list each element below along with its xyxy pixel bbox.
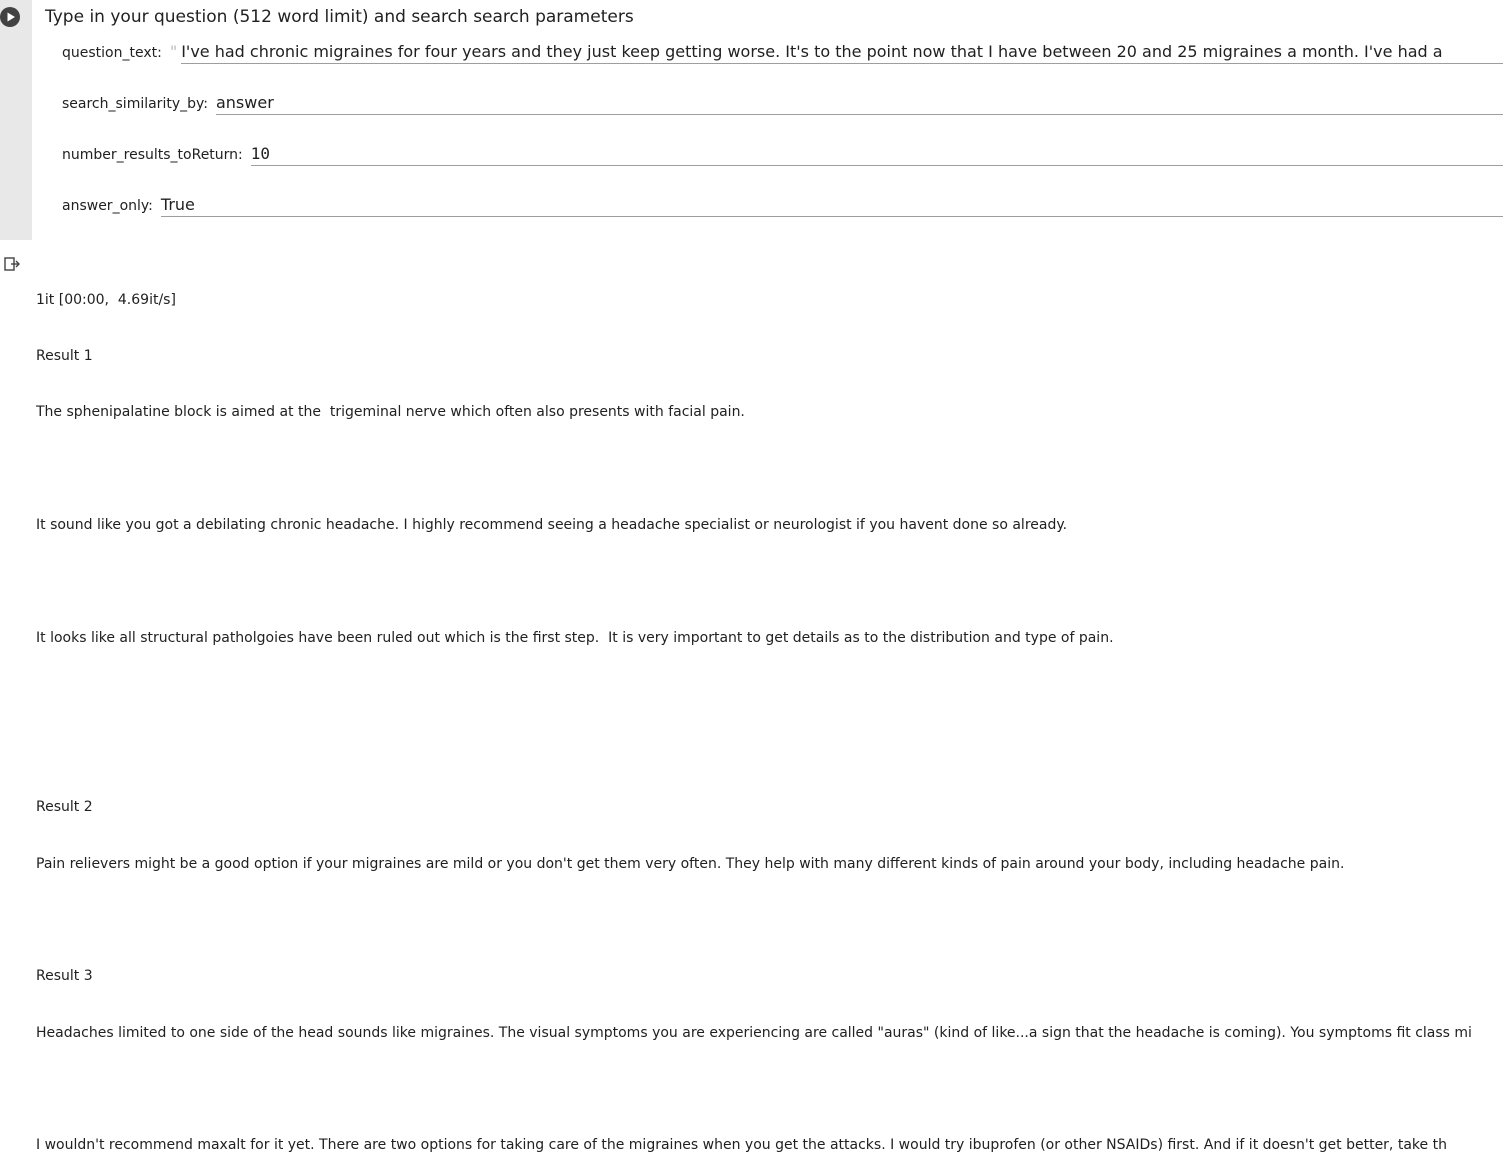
number-results-field	[62, 144, 1503, 166]
output-line	[36, 911, 1503, 930]
output-line	[36, 1080, 1503, 1099]
output-line: Result 1	[36, 347, 93, 364]
number-results-input[interactable]: 10	[251, 144, 1503, 166]
output-line: I wouldn't recommend maxalt for it yet. There are two options for taking care of the migraines when you get the attacks. I would try ibuprofen (or other NSAIDs) first. And if it doesn't get better, take th	[36, 1137, 1447, 1154]
cell-output	[36, 253, 1503, 1174]
output-line	[36, 742, 1503, 761]
output-line: The sphenipalatine block is aimed at the trigeminal nerve which often also presents with facial pain.	[36, 404, 745, 421]
output-line	[36, 685, 1503, 704]
output-line: It looks like all structural patholgoies have been ruled out which is the first step. It is very important to get details as to the distribution and type of pain.	[36, 629, 1114, 646]
output-icon[interactable]	[4, 256, 20, 272]
run-cell-play-icon[interactable]	[0, 7, 20, 27]
output-line: Pain relievers might be a good option if your migraines are mild or you don't get them very often. They help with many different kinds of pain around your body, including headache pain.	[36, 855, 1345, 872]
output-line	[36, 460, 1503, 479]
output-line: It sound like you got a debilating chronic headache. I highly recommend seeing a headache specialist or neurologist if you havent done so already.	[36, 517, 1068, 534]
output-line: Headaches limited to one side of the head sounds like migraines. The visual symptoms you are experiencing are called "auras" (kind of like...a sign that the headache is coming). You symptoms fit class mi	[36, 1024, 1472, 1041]
number-results-label: number_results_toReturn:	[62, 147, 243, 163]
search-similarity-label: search_similarity_by:	[62, 96, 208, 112]
question-text-field	[62, 42, 1503, 64]
search-similarity-field	[62, 93, 1503, 115]
question-text-input[interactable]: I've had chronic migraines for four years and they just keep getting worse. It's to the point now that I have between 20 and 25 migraines a month. I've had a	[181, 42, 1503, 64]
question-text-label: question_text:	[62, 45, 162, 61]
cell-gutter	[0, 0, 32, 240]
output-line	[36, 573, 1503, 592]
form-title: Type in your question (512 word limit) and search search parameters	[45, 7, 634, 27]
answer-only-label: answer_only:	[62, 198, 153, 214]
search-similarity-input[interactable]: answer	[216, 93, 1503, 115]
quote-icon: "	[169, 42, 178, 61]
progress-text: 1it [00:00, 4.69it/s]	[36, 291, 176, 308]
answer-only-input[interactable]: True	[161, 195, 1503, 217]
output-line: Result 3	[36, 968, 93, 985]
answer-only-field	[62, 195, 1503, 217]
output-line: Result 2	[36, 799, 93, 816]
